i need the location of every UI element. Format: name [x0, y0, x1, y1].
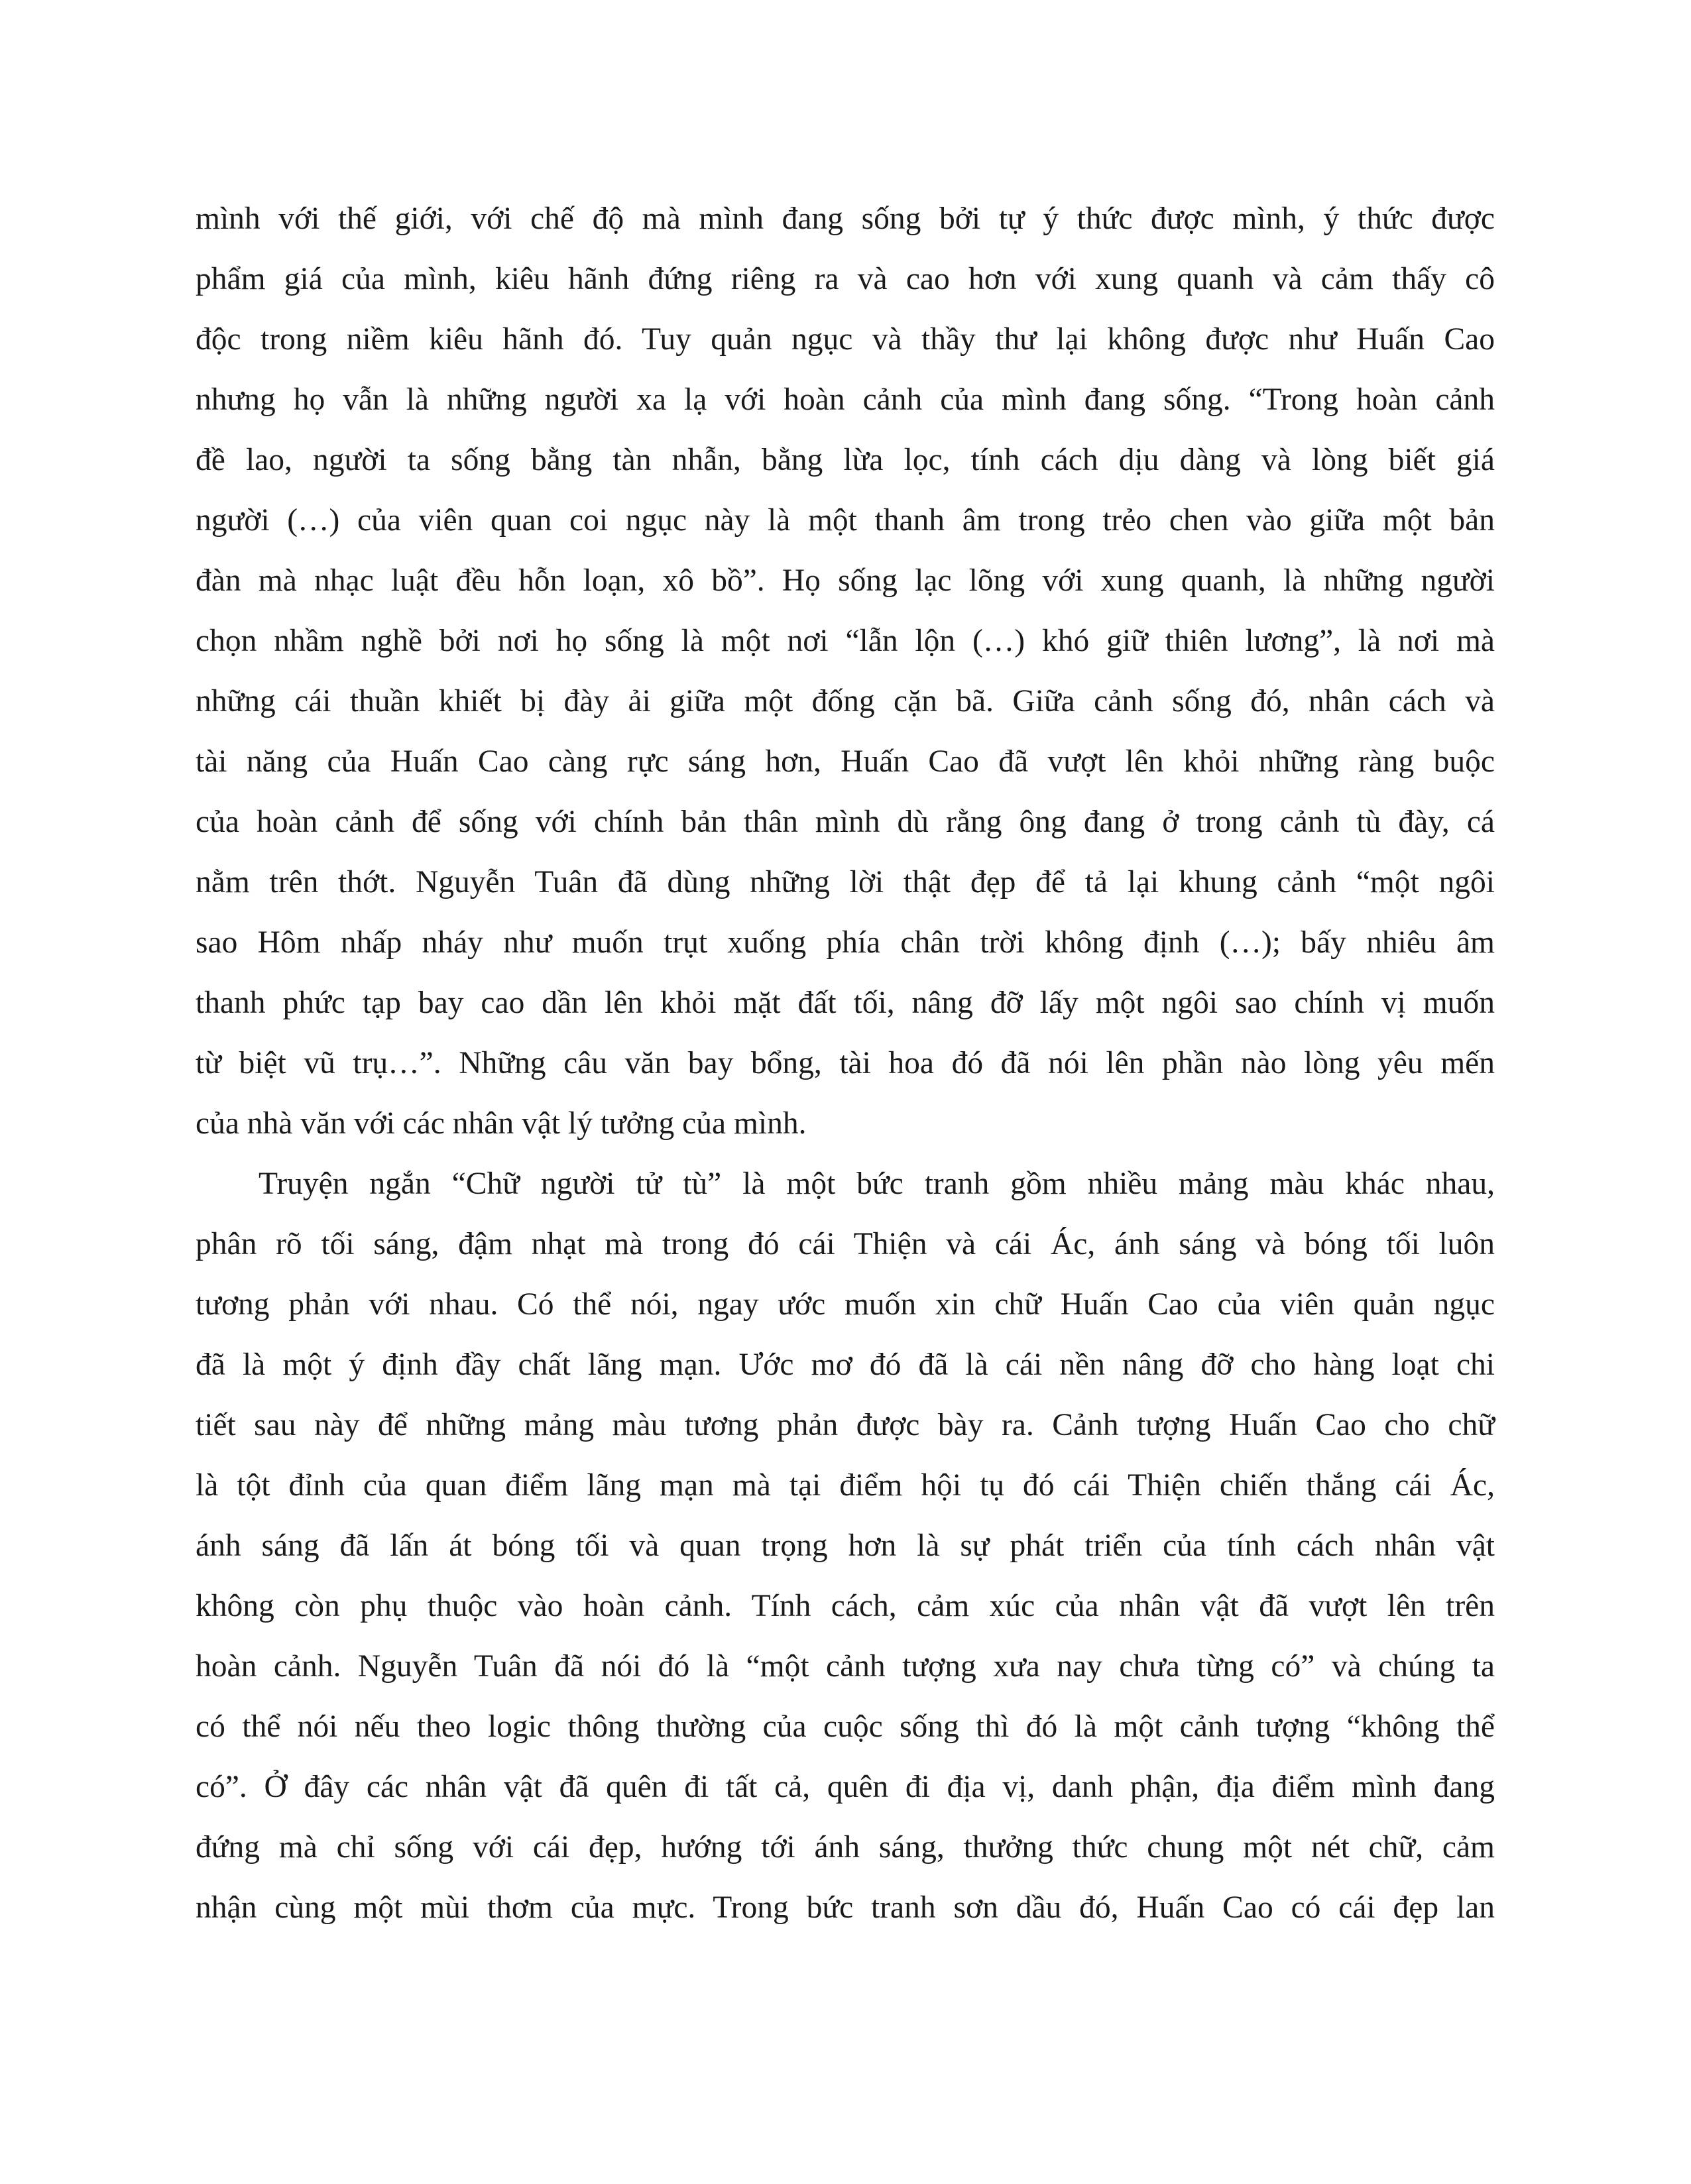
text-line: từ biệt vũ trụ…”. Những câu văn bay bổng, tài hoa đó đã nói lên phần nào lòng yêu mến: [196, 1046, 1495, 1080]
text-line: hoàn cảnh. Nguyễn Tuân đã nói đó là “một cảnh tượng xưa nay chưa từng có” và chúng ta: [196, 1649, 1495, 1684]
paragraph-1: [196, 189, 1495, 1154]
text-line: đề lao, người ta sống bằng tàn nhẫn, bằng lừa lọc, tính cách dịu dàng và lòng biết giá: [196, 443, 1495, 477]
text-line: Truyện ngắn “Chữ người tử tù” là một bức tranh gồm nhiều mảng màu khác nhau,: [259, 1167, 1495, 1201]
text-line: của nhà văn với các nhân vật lý tưởng của mình.: [196, 1106, 807, 1141]
text-line: người (…) của viên quan coi ngục này là một thanh âm trong trẻo chen vào giữa một bản: [196, 503, 1495, 538]
text-line: tương phản với nhau. Có thể nói, ngay ước muốn xin chữ Huấn Cao của viên quản ngục: [196, 1287, 1495, 1322]
text-line: có”. Ở đây các nhân vật đã quên đi tất cả, quên đi địa vị, danh phận, địa điểm mình đang: [196, 1770, 1495, 1804]
text-line: thanh phức tạp bay cao dần lên khỏi mặt đất tối, nâng đỡ lấy một ngôi sao chính vị muốn: [196, 986, 1495, 1020]
text-line: tài năng của Huấn Cao càng rực sáng hơn, Huấn Cao đã vượt lên khỏi những ràng buộc: [196, 744, 1495, 779]
text-line: không còn phụ thuộc vào hoàn cảnh. Tính cách, cảm xúc của nhân vật đã vượt lên trên: [196, 1589, 1495, 1623]
body-text: [196, 189, 1495, 1938]
text-line: nhưng họ vẫn là những người xa lạ với hoàn cảnh của mình đang sống. “Trong hoàn cảnh: [196, 382, 1495, 417]
text-line: nhận cùng một mùi thơm của mực. Trong bức tranh sơn dầu đó, Huấn Cao có cái đẹp lan: [196, 1890, 1495, 1925]
paragraph-2: [196, 1154, 1495, 1938]
text-line: đã là một ý định đầy chất lãng mạn. Ước mơ đó đã là cái nền nâng đỡ cho hàng loạt chi: [196, 1348, 1495, 1382]
text-line: nằm trên thớt. Nguyễn Tuân đã dùng những lời thật đẹp để tả lại khung cảnh “một ngôi: [196, 865, 1495, 899]
text-line: tiết sau này để những mảng màu tương phản được bày ra. Cảnh tượng Huấn Cao cho chữ: [196, 1408, 1495, 1442]
text-line: phân rõ tối sáng, đậm nhạt mà trong đó cái Thiện và cái Ác, ánh sáng và bóng tối luôn: [196, 1227, 1495, 1261]
text-line: đứng mà chỉ sống với cái đẹp, hướng tới ánh sáng, thưởng thức chung một nét chữ, cảm: [196, 1830, 1495, 1865]
text-line: sao Hôm nhấp nháy như muốn trụt xuống phía chân trời không định (…); bấy nhiêu âm: [196, 925, 1495, 960]
text-line: những cái thuần khiết bị đày ải giữa một đống cặn bã. Giữa cảnh sống đó, nhân cách và: [196, 684, 1495, 718]
text-line: ánh sáng đã lấn át bóng tối và quan trọng hơn là sự phát triển của tính cách nhân vật: [196, 1528, 1495, 1563]
text-line: độc trong niềm kiêu hãnh đó. Tuy quản ngục và thầy thư lại không được như Huấn Cao: [196, 322, 1495, 357]
text-line: có thể nói nếu theo logic thông thường của cuộc sống thì đó là một cảnh tượng “không thể: [196, 1709, 1495, 1744]
text-line: mình với thế giới, với chế độ mà mình đang sống bởi tự ý thức được mình, ý thức được: [196, 201, 1495, 236]
text-line: phẩm giá của mình, kiêu hãnh đứng riêng ra và cao hơn với xung quanh và cảm thấy cô: [196, 262, 1495, 296]
text-line: là tột đỉnh của quan điểm lãng mạn mà tại điểm hội tụ đó cái Thiện chiến thắng cái Ác,: [196, 1468, 1495, 1503]
text-line: của hoàn cảnh để sống với chính bản thân mình dù rằng ông đang ở trong cảnh tù đày, cá: [196, 805, 1495, 839]
text-line: chọn nhầm nghề bởi nơi họ sống là một nơi “lẫn lộn (…) khó giữ thiên lương”, là nơi mà: [196, 624, 1495, 658]
text-line: đàn mà nhạc luật đều hỗn loạn, xô bồ”. Họ sống lạc lõng với xung quanh, là những người: [196, 563, 1495, 598]
